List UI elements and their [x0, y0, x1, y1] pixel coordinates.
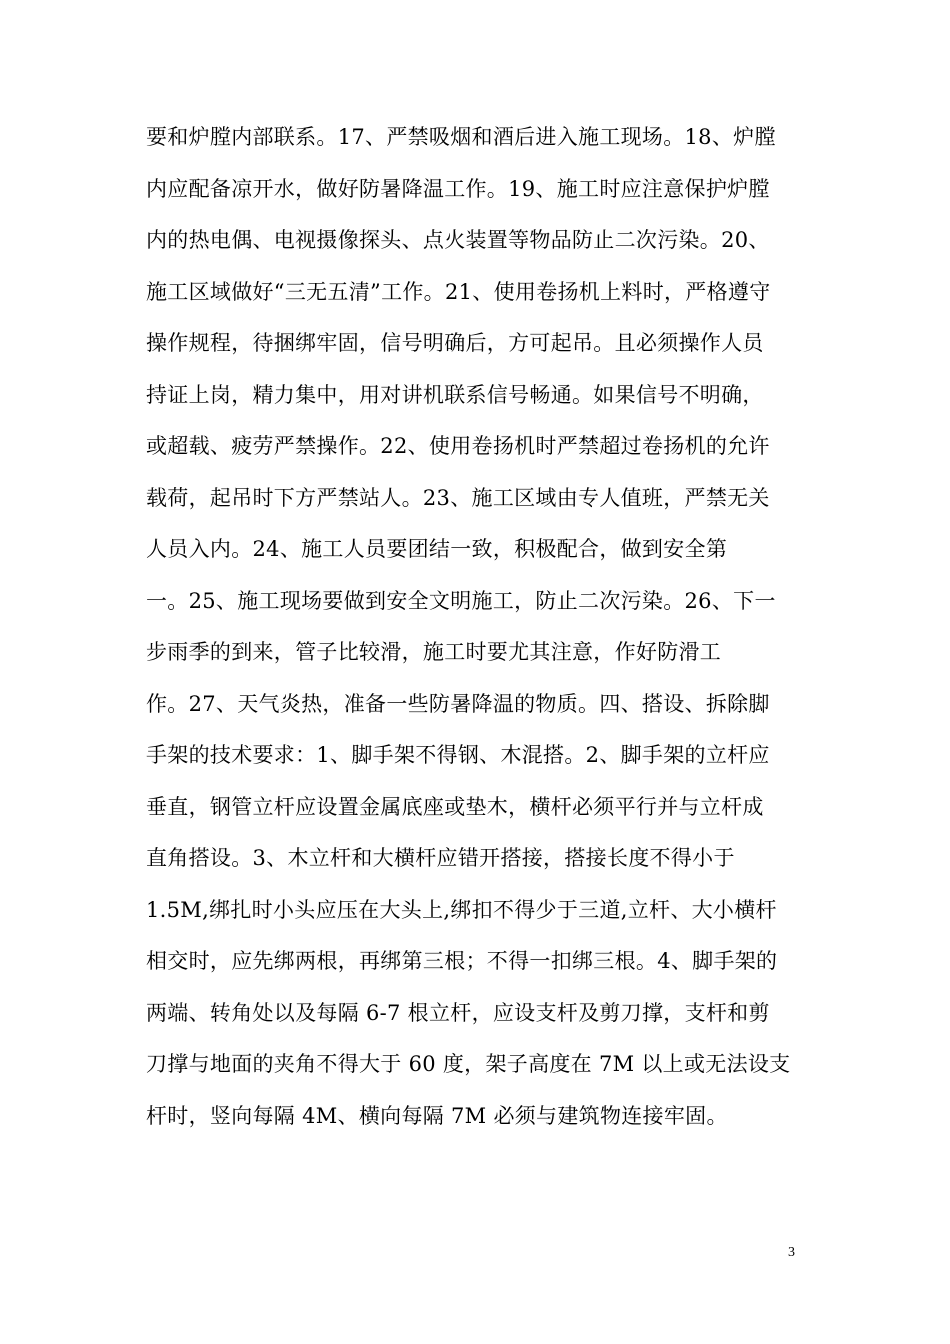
text-line: 施工区域做好“三无五清”工作。21、使用卷扬机上料时，严格遵守: [146, 279, 771, 304]
text-line: 杆时，竖向每隔 4M、横向每隔 7M 必须与建筑物连接牢固。: [146, 1103, 728, 1128]
text-line: 要和炉膛内部联系。17、严禁吸烟和酒后进入施工现场。18、炉膛: [146, 125, 776, 149]
text-line: 步雨季的到来，管子比较滑，施工时要尤其注意，作好防滑工: [146, 640, 722, 664]
text-line: 操作规程，待捆绑牢固，信号明确后，方可起吊。且必须操作人员: [146, 331, 764, 355]
text-line: 内的热电偶、电视摄像探头、点火装置等物品防止二次污染。20、: [146, 228, 770, 252]
text-line: 两端、转角处以及每隔 6-7 根立杆，应设支杆及剪刀撑，支杆和剪: [146, 1000, 770, 1025]
text-line: 载荷，起吊时下方严禁站人。23、施工区域由专人值班，严禁无关: [146, 485, 770, 510]
text-line: 内应配备凉开水，做好防暑降温工作。19、施工时应注意保护炉膛: [146, 176, 770, 201]
text-line: 手架的技术要求：1、脚手架不得钢、木混搭。2、脚手架的立杆应: [146, 743, 770, 767]
text-line: 或超载、疲劳严禁操作。22、使用卷扬机时严禁超过卷扬机的允许: [146, 434, 770, 458]
text-line: 垂直，钢管立杆应设置金属底座或垫木，横杆必须平行并与立杆成: [146, 794, 764, 819]
text-line: 直角搭设。3、木立杆和大横杆应错开搭接，搭接长度不得小于: [146, 846, 735, 870]
body-text: [146, 112, 816, 1142]
text-line: 一。25、施工现场要做到安全文明施工，防止二次污染。26、下一: [146, 588, 776, 613]
text-line: 人员入内。24、施工人员要团结一致，积极配合，做到安全第: [146, 537, 728, 561]
page-number: 3: [788, 1245, 795, 1260]
text-line: 持证上岗，精力集中，用对讲机联系信号畅通。如果信号不明确，: [146, 382, 764, 407]
text-line: 1.5M,绑扎时小头应压在大头上,绑扣不得少于三道,立杆、大小横杆: [146, 897, 777, 922]
text-line: 刀撑与地面的夹角不得大于 60 度，架子高度在 7M 以上或无法设支: [146, 1052, 791, 1076]
text-line: 作。27、天气炎热，准备一些防暑降温的物质。四、搭设、拆除脚: [146, 691, 770, 716]
text-line: 相交时，应先绑两根，再绑第三根；不得一扣绑三根。4、脚手架的: [146, 949, 778, 973]
